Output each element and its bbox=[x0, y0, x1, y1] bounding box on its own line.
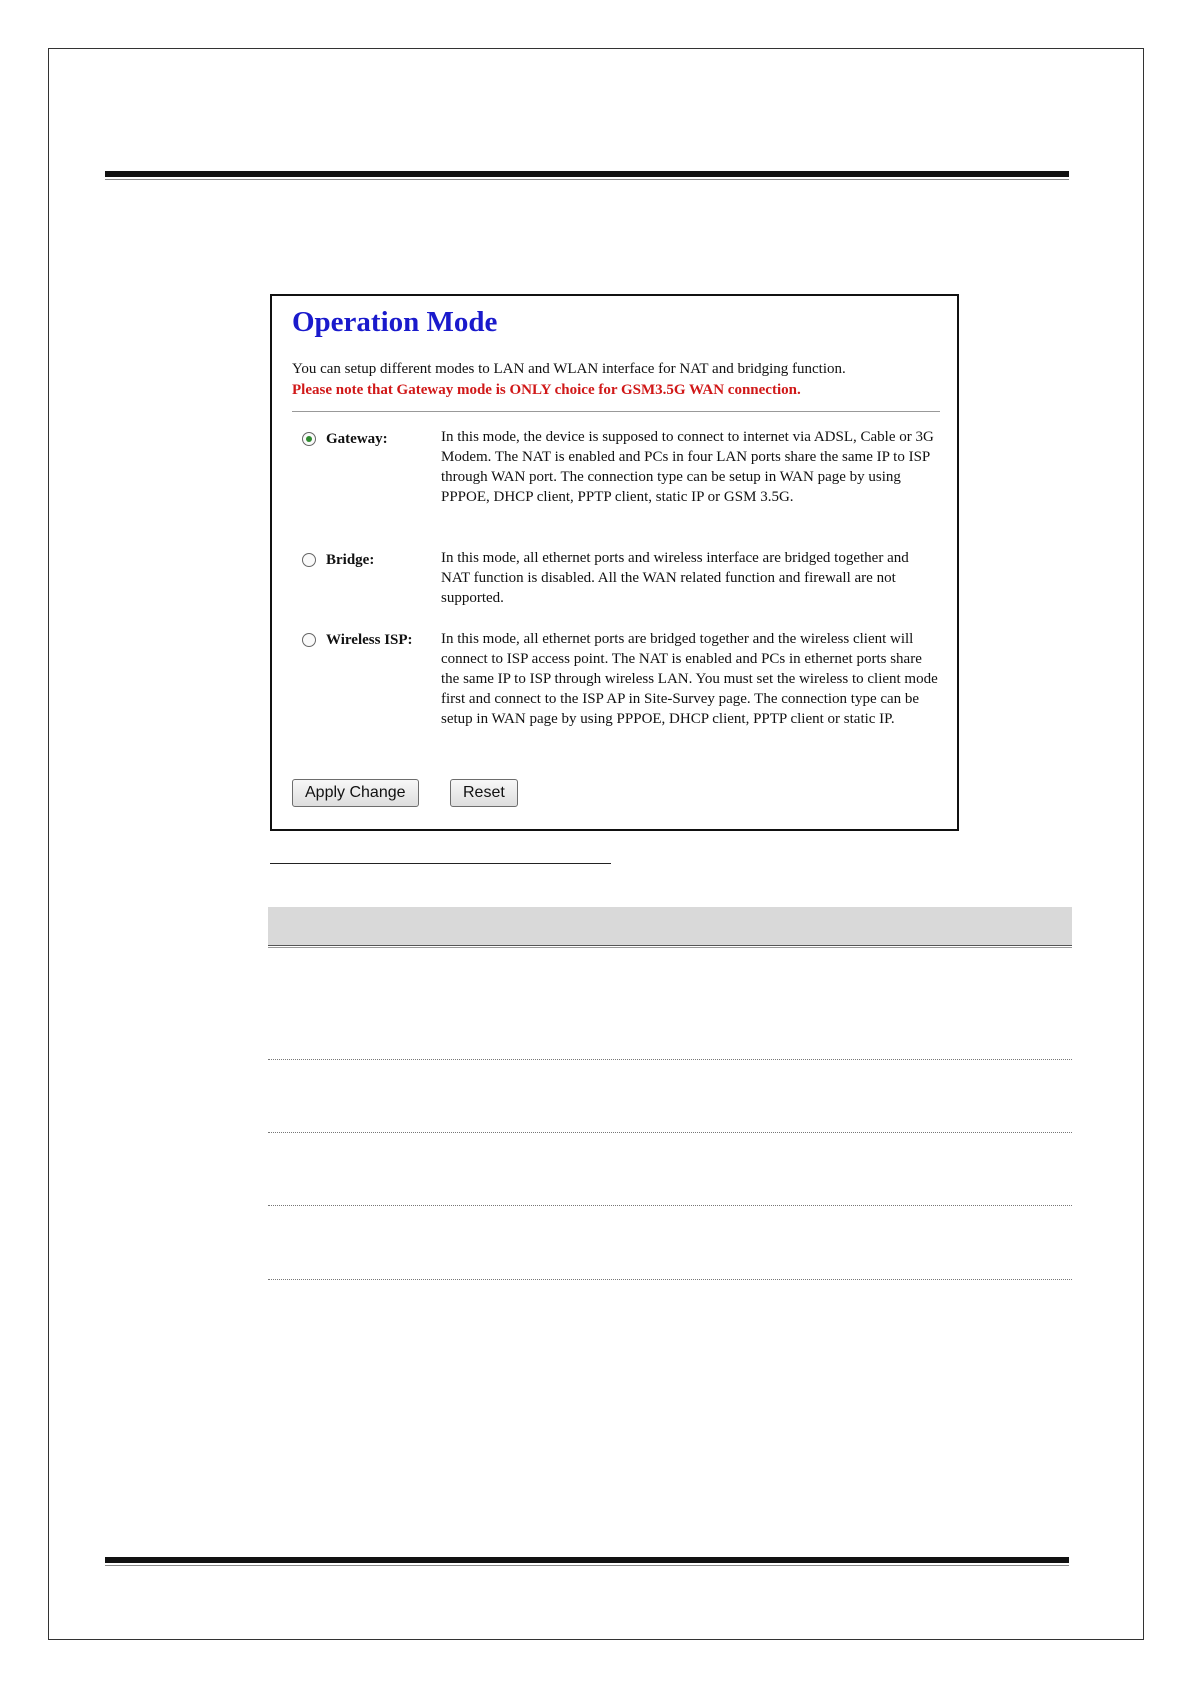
table-header-rule bbox=[268, 945, 1072, 948]
caption-underline bbox=[270, 863, 611, 864]
gateway-description: In this mode, the device is supposed to connect to internet via ADSL, Cable or 3G Modem. The NAT is enabled and PCs in four LAN ports share the same IP to ISP through WAN port. The connection type can be setup in WAN page by using PPPOE, DHCP client, PPTP client, static IP or GSM 3.5G. bbox=[441, 429, 934, 505]
divider bbox=[292, 411, 940, 412]
wireless-isp-radio[interactable] bbox=[302, 633, 316, 647]
table-row-divider bbox=[268, 1132, 1072, 1133]
header-rule bbox=[105, 171, 1069, 182]
wireless-isp-label: Wireless ISP: bbox=[326, 632, 413, 648]
radio-selected-dot bbox=[306, 436, 312, 442]
bridge-label: Bridge: bbox=[326, 552, 375, 568]
table-row-divider bbox=[268, 1059, 1072, 1060]
gateway-note: Please note that Gateway mode is ONLY choice for GSM3.5G WAN connection. bbox=[292, 382, 801, 398]
gateway-label: Gateway: bbox=[326, 431, 388, 447]
gateway-radio[interactable] bbox=[302, 432, 316, 446]
bridge-radio[interactable] bbox=[302, 553, 316, 567]
bridge-description: In this mode, all ethernet ports and wireless interface are bridged together and NAT function is disabled. All the WAN related function and firewall are not supported. bbox=[441, 550, 909, 606]
table-row-divider bbox=[268, 1205, 1072, 1206]
table-header bbox=[268, 907, 1072, 945]
panel-description: You can setup different modes to LAN and WLAN interface for NAT and bridging function. bbox=[292, 361, 846, 377]
apply-change-button[interactable]: Apply Change bbox=[292, 779, 419, 807]
footer-rule bbox=[105, 1557, 1069, 1568]
reset-button[interactable]: Reset bbox=[450, 779, 518, 807]
table-row-divider bbox=[268, 1279, 1072, 1280]
page-border bbox=[48, 48, 1144, 1640]
page-title: Operation Mode bbox=[292, 306, 498, 338]
operation-mode-panel bbox=[270, 294, 959, 831]
wireless-isp-description: In this mode, all ethernet ports are bridged together and the wireless client will connect to ISP access point. The NAT is enabled and PCs in ethernet ports share the same IP to ISP through wireless LAN. You must set the wireless to client mode first and connect to the ISP AP in Site-Survey page. The connection type can be setup in WAN page by using PPPOE, DHCP client, PPTP client or static IP. bbox=[441, 631, 938, 727]
